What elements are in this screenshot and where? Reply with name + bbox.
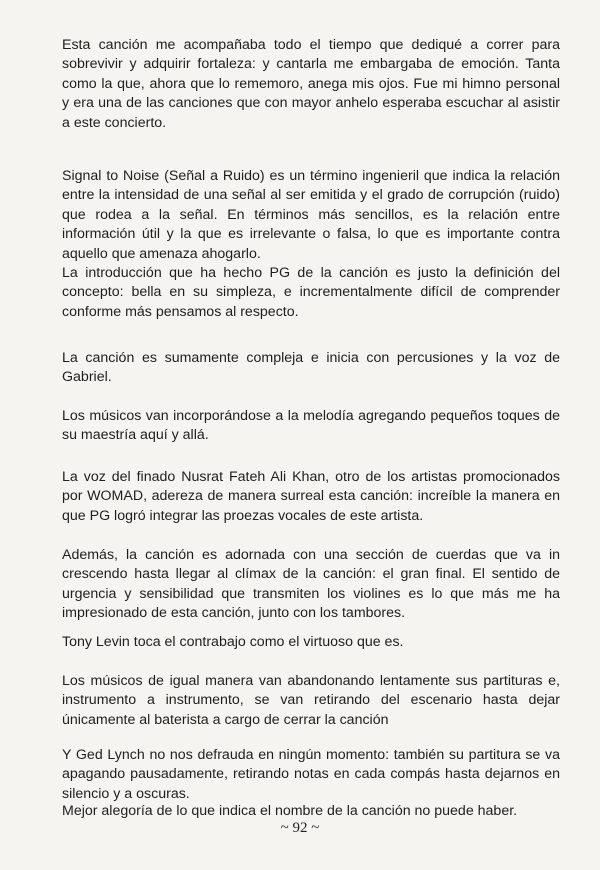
paragraph: La voz del finado Nusrat Fateh Ali Khan, otro de los artistas promocionados por WOMAD, adereza de manera surreal esta canción: increíble la manera en que PG logró integrar las proezas vocales de este artista. xyxy=(62,469,560,524)
paragraph: La canción es sumamente compleja e inicia con percusiones y la voz de Gabriel. xyxy=(62,350,560,386)
paragraph: Los músicos van incorporándose a la melodía agregando pequeños toques de su maestría aquí y allá. xyxy=(62,408,560,444)
paragraph: Esta canción me acompañaba todo el tiempo que dediqué a correr para sobrevivir y adquirir fortaleza: y cantarla me embargaba de emoción. Tanta como la que, ahora que lo rememoro, anega mis ojos. Fue mi himno personal y era una de las canciones que con mayor anhelo esperaba escuchar al asistir a este concierto. xyxy=(62,37,560,131)
page-number: ~ 92 ~ xyxy=(280,820,320,836)
paragraph: La introducción que ha hecho PG de la canción es justo la definición del concepto: bella en su simpleza, e incrementalmente difícil de comprender conforme más pensamos al respecto. xyxy=(62,265,560,320)
paragraph: Y Ged Lynch no nos defrauda en ningún momento: también su partitura se va apagando pausadamente, retirando notas en cada compás hasta dejarnos en silencio y a oscuras. xyxy=(62,747,560,802)
paragraph: Signal to Noise (Señal a Ruido) es un término ingenieril que indica la relación entre la intensidad de una señal al ser emitida y el grado de corrupción (ruido) que rodea a la señal. En términos más sencillos, es la relación entre información útil y la que es irrelevante o falsa, lo que es importante contra aquello que amenaza ahogarlo. xyxy=(62,168,560,262)
paragraph: Los músicos de igual manera van abandonando lentamente sus partituras e, instrumento a instrumento, se van retirando del escenario hasta dejar únicamente al baterista a cargo de cerrar la canción xyxy=(62,673,560,728)
paragraph: Además, la canción es adornada con una sección de cuerdas que va in crescendo hasta llegar al clímax de la canción: el gran final. El sentido de urgencia y sensibilidad que transmiten los violines es lo que más me ha impresionado de esta canción, junto con los tambores. xyxy=(62,547,560,622)
paragraph: Mejor alegoría de lo que indica el nombre de la canción no puede haber. xyxy=(62,803,518,819)
paragraph: Tony Levin toca el contrabajo como el virtuoso que es. xyxy=(62,634,404,650)
